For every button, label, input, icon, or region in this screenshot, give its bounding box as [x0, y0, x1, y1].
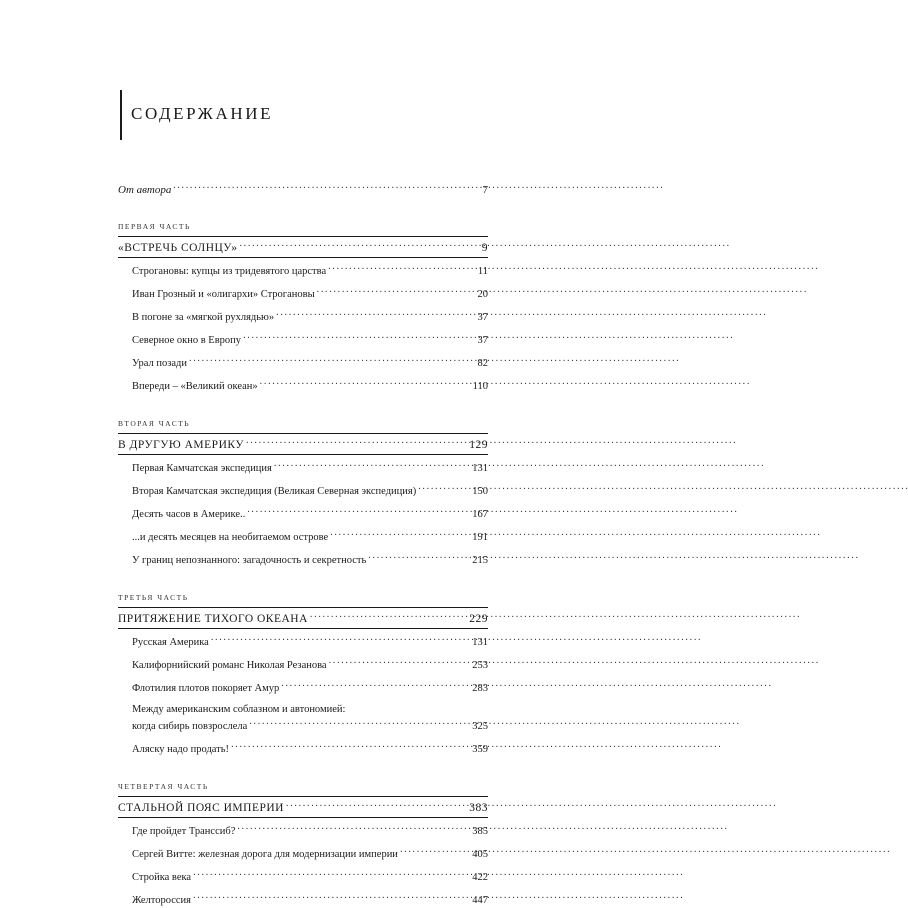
dot-leader [328, 263, 476, 274]
dot-leader [260, 378, 471, 389]
toc-page-number: 383 [469, 802, 488, 814]
toc-entry-label: Русская Америка [132, 637, 209, 648]
toc-entry-label: Флотилия плотов покоряет Амур [132, 683, 280, 694]
toc-part-3 [118, 593, 488, 757]
toc-entry-label: От автора [118, 184, 172, 196]
toc-part-1 [118, 222, 488, 394]
dot-leader [173, 182, 480, 193]
toc-entry-label: Где пройдет Транссиб? [132, 826, 236, 837]
toc-chapter[interactable] [118, 718, 488, 734]
part-label: ПЕРВАЯ ЧАСТЬ [118, 222, 191, 231]
toc-page-number: 325 [472, 721, 488, 732]
dot-leader [368, 552, 470, 563]
toc-page-number: 405 [472, 849, 488, 860]
part-heading-row [118, 433, 488, 455]
toc-chapter[interactable] [118, 869, 488, 885]
part-heading-row [118, 236, 488, 258]
dot-leader [246, 437, 467, 448]
dot-leader [193, 892, 470, 903]
toc-part-heading[interactable] [118, 240, 488, 255]
part-label: ВТОРАЯ ЧАСТЬ [118, 419, 191, 428]
toc-page-number: 131 [472, 637, 488, 648]
dot-leader [317, 286, 476, 297]
dot-leader [231, 741, 470, 752]
toc-chapter[interactable] [118, 657, 488, 673]
dot-leader [211, 634, 470, 645]
toc-page-number: 150 [472, 486, 488, 497]
dot-leader [274, 460, 470, 471]
toc-chapter[interactable] [118, 680, 488, 696]
toc-page-number: 253 [472, 660, 488, 671]
toc-entry-label: Десять часов в Америке.. [132, 509, 246, 520]
toc-chapter[interactable] [118, 846, 488, 862]
toc-entry-label: Желтороссия [132, 895, 192, 906]
toc-chapter[interactable] [118, 892, 488, 908]
toc-page-number: 9 [481, 242, 488, 254]
toc-entry-label: Строгановы: купцы из тридевятого царства [132, 266, 327, 277]
toc-entry-label: когда сибирь повзрослела [132, 721, 248, 732]
dot-leader [189, 355, 475, 366]
toc-part-heading[interactable] [118, 800, 488, 815]
toc-entry-label: ПРИТЯЖЕНИЕ ТИХОГО ОКЕАНА [118, 613, 308, 625]
toc-chapter[interactable] [118, 529, 488, 545]
toc-chapter[interactable] [118, 378, 488, 394]
dot-leader [329, 657, 471, 668]
toc-entry-preface[interactable] [118, 182, 488, 197]
toc-entry-label: Вторая Камчатская экспедиция (Великая Северная экспедиция) [132, 486, 417, 497]
part-label: ЧЕТВЕРТАЯ ЧАСТЬ [118, 782, 209, 791]
toc-page-number: 167 [472, 509, 488, 520]
toc-chapter[interactable] [118, 552, 488, 568]
dot-leader [400, 846, 470, 857]
toc-entry-label: ...и десять месяцев на необитаемом острове [132, 532, 329, 543]
toc-page-number: 359 [472, 744, 488, 755]
toc-chapter[interactable] [118, 309, 488, 325]
toc-page-number: 129 [469, 439, 488, 451]
dot-leader [193, 869, 470, 880]
toc-entry-label: Впереди – «Великий океан» [132, 381, 258, 392]
toc-entry-label: В ДРУГУЮ АМЕРИКУ [118, 439, 244, 451]
toc-page-number: 11 [477, 266, 488, 277]
dot-leader [310, 611, 467, 622]
title-vertical-rule [120, 90, 122, 140]
toc-page-number: 283 [472, 683, 488, 694]
toc-entry-label: Аляску надо продать! [132, 744, 230, 755]
toc-part-2 [118, 419, 488, 568]
toc-chapter[interactable] [118, 506, 488, 522]
toc-chapter[interactable] [118, 263, 488, 279]
part-label: ТРЕТЬЯ ЧАСТЬ [118, 593, 189, 602]
toc-entry-label: Сергей Витте: железная дорога для модернизации империи [132, 849, 398, 860]
toc-entry-label: Стройка века [132, 872, 192, 883]
toc-page-number: 37 [477, 335, 488, 346]
part-heading-row [118, 607, 488, 629]
toc-part-heading[interactable] [118, 437, 488, 452]
toc-page-number: 131 [472, 463, 488, 474]
toc-page-number: 110 [472, 381, 488, 392]
toc-page-number: 385 [472, 826, 488, 837]
toc-page-number: 447 [472, 895, 488, 906]
toc-part-4 [118, 782, 488, 908]
toc-entry-label: Калифорнийский романс Николая Резанова [132, 660, 327, 671]
table-of-contents [118, 180, 488, 908]
toc-entry-label: У границ непознанного: загадочность и секретность [132, 555, 367, 566]
toc-chapter[interactable] [118, 483, 488, 499]
toc-chapter[interactable] [118, 741, 488, 757]
dot-leader [330, 529, 470, 540]
dot-leader [249, 718, 470, 729]
dot-leader [243, 332, 475, 343]
toc-entry-label: Урал позади [132, 358, 188, 369]
dot-leader [237, 823, 470, 834]
dot-leader [247, 506, 470, 517]
dot-leader [276, 309, 475, 320]
toc-chapter[interactable] [118, 823, 488, 839]
dot-leader [418, 483, 470, 494]
toc-chapter-first-line[interactable]: Между американским соблазном и автономией: [132, 704, 346, 715]
toc-chapter[interactable] [118, 460, 488, 476]
toc-page-number: 422 [472, 872, 488, 883]
toc-page-number: 20 [477, 289, 488, 300]
dot-leader [286, 800, 467, 811]
toc-entry-label: В погоне за «мягкой рухлядью» [132, 312, 275, 323]
toc-page-number: 191 [472, 532, 488, 543]
toc-entry-label: «ВСТРЕЧЬ СОЛНЦУ» [118, 242, 238, 254]
part-heading-row [118, 796, 488, 818]
toc-chapter[interactable] [118, 332, 488, 348]
toc-entry-label: Иван Грозный и «олигархи» Строгановы [132, 289, 315, 300]
toc-page-number: 7 [482, 184, 488, 196]
toc-entry-label: СТАЛЬНОЙ ПОЯС ИМПЕРИИ [118, 802, 284, 814]
toc-entry-label: Первая Камчатская экспедиция [132, 463, 272, 474]
toc-page-number: 37 [477, 312, 488, 323]
dot-leader [281, 680, 470, 691]
toc-part-heading[interactable] [118, 611, 488, 626]
toc-chapter[interactable] [118, 355, 488, 371]
toc-entry-label: Северное окно в Европу [132, 335, 242, 346]
dot-leader [239, 240, 479, 251]
toc-page-number: 215 [472, 555, 488, 566]
toc-chapter[interactable] [118, 634, 488, 650]
page-title: СОДЕРЖАНИЕ [131, 104, 274, 123]
toc-chapter[interactable] [118, 286, 488, 302]
toc-page-number: 229 [469, 613, 488, 625]
toc-page-number: 82 [477, 358, 488, 369]
